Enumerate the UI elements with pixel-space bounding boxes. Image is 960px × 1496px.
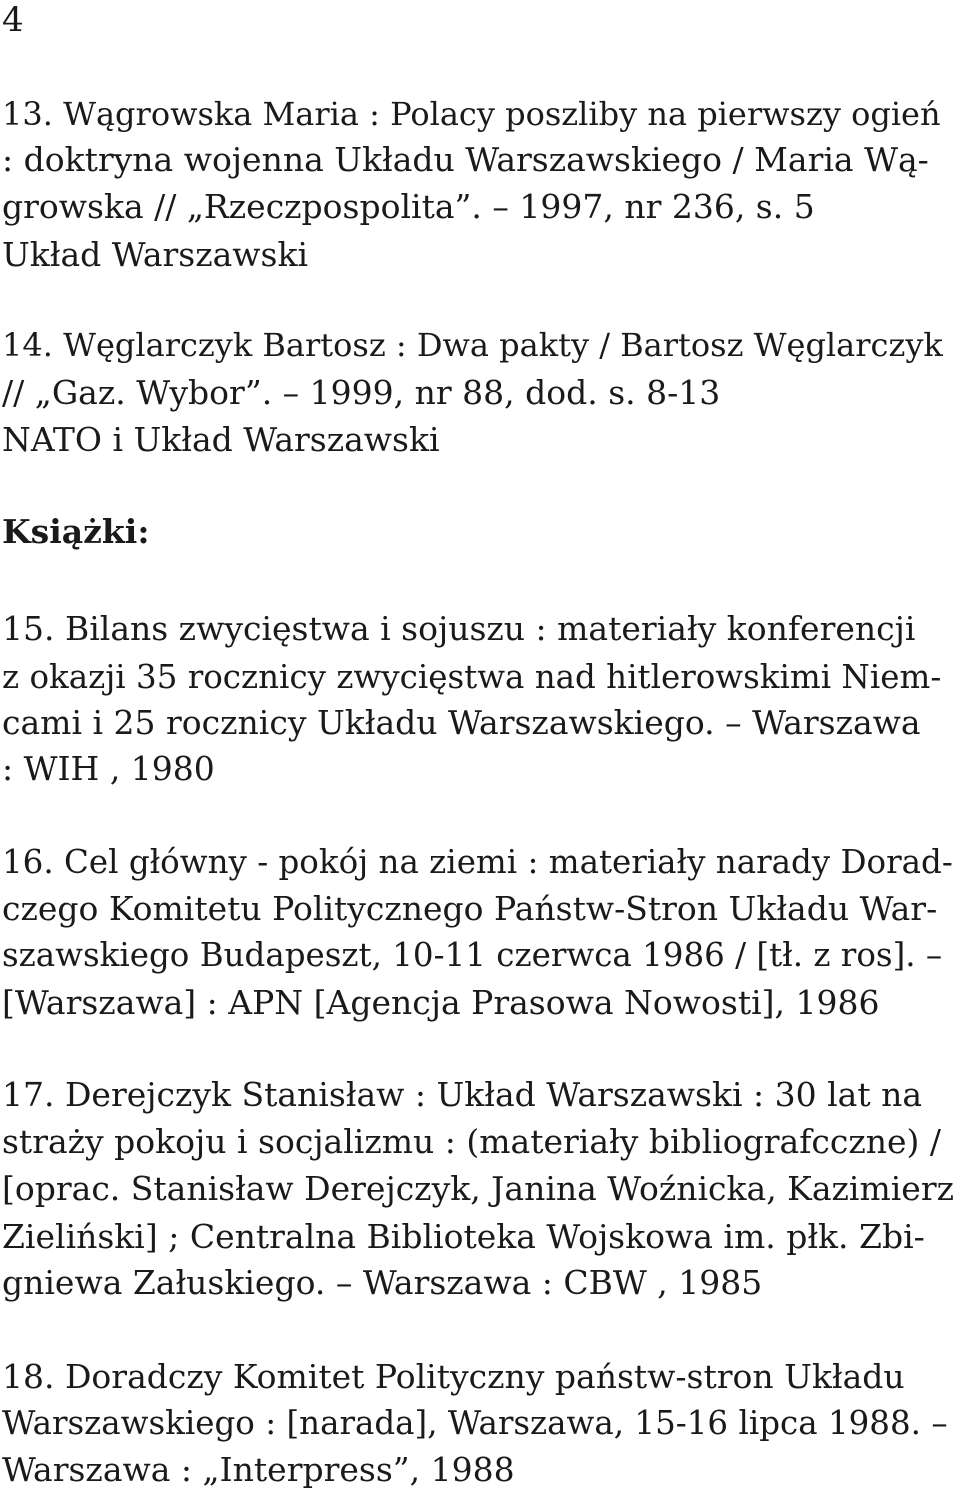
entry-line: 18. Doradczy Komitet Polityczny państw-stron Układu [2,1357,905,1396]
section-heading: Książki: [2,512,150,551]
entry-line: cami i 25 rocznicy Układu Warszawskiego. – Warszawa [2,703,921,742]
entry-line: Zieliński] ; Centralna Biblioteka Wojskowa im. płk. Zbi- [2,1217,925,1256]
entry-line: Warszawa : „Interpress”, 1988 [2,1450,515,1489]
entry-line: NATO i Układ Warszawski [2,420,440,459]
entry-line: : doktryna wojenna Układu Warszawskiego / Maria Wą- [2,140,929,179]
entry-line: 13. Wągrowska Maria : Polacy poszliby na pierwszy ogień [2,95,941,133]
entry-line: straży pokoju i socjalizmu : (materiały bibliografcczne) / [2,1122,942,1161]
entry-line: 17. Derejczyk Stanisław : Układ Warszawski : 30 lat na [2,1075,923,1114]
entry-line: z okazji 35 rocznicy zwycięstwa nad hitlerowskimi Niem- [2,658,942,696]
entry-line: Warszawskiego : [narada], Warszawa, 15-16 lipca 1988. – [2,1404,948,1442]
entry-line: 15. Bilans zwycięstwa i sojuszu : materiały konferencji [2,609,916,648]
entry-line: growska // „Rzeczpospolita”. – 1997, nr 236, s. 5 [2,187,815,226]
entry-line: czego Komitetu Politycznego Państw-Stron Układu War- [2,889,938,928]
entry-line: [oprac. Stanisław Derejczyk, Janina Woźnicka, Kazimierz [2,1169,954,1208]
entry-line: 14. Węglarczyk Bartosz : Dwa pakty / Bartosz Węglarczyk [2,326,943,364]
page-number: 4 [2,0,24,40]
entry-line: [Warszawa] : APN [Agencja Prasowa Nowosti], 1986 [2,983,880,1022]
entry-line: // „Gaz. Wybor”. – 1999, nr 88, dod. s. 8-13 [2,373,721,412]
entry-line: Układ Warszawski [2,235,309,274]
entry-line: szawskiego Budapeszt, 10-11 czerwca 1986 / [tł. z ros]. – [2,936,943,974]
entry-line: : WIH , 1980 [2,749,215,788]
entry-line: gniewa Załuskiego. – Warszawa : CBW , 1985 [2,1263,763,1302]
entry-line: 16. Cel główny - pokój na ziemi : materiały narady Dorad- [2,843,953,881]
